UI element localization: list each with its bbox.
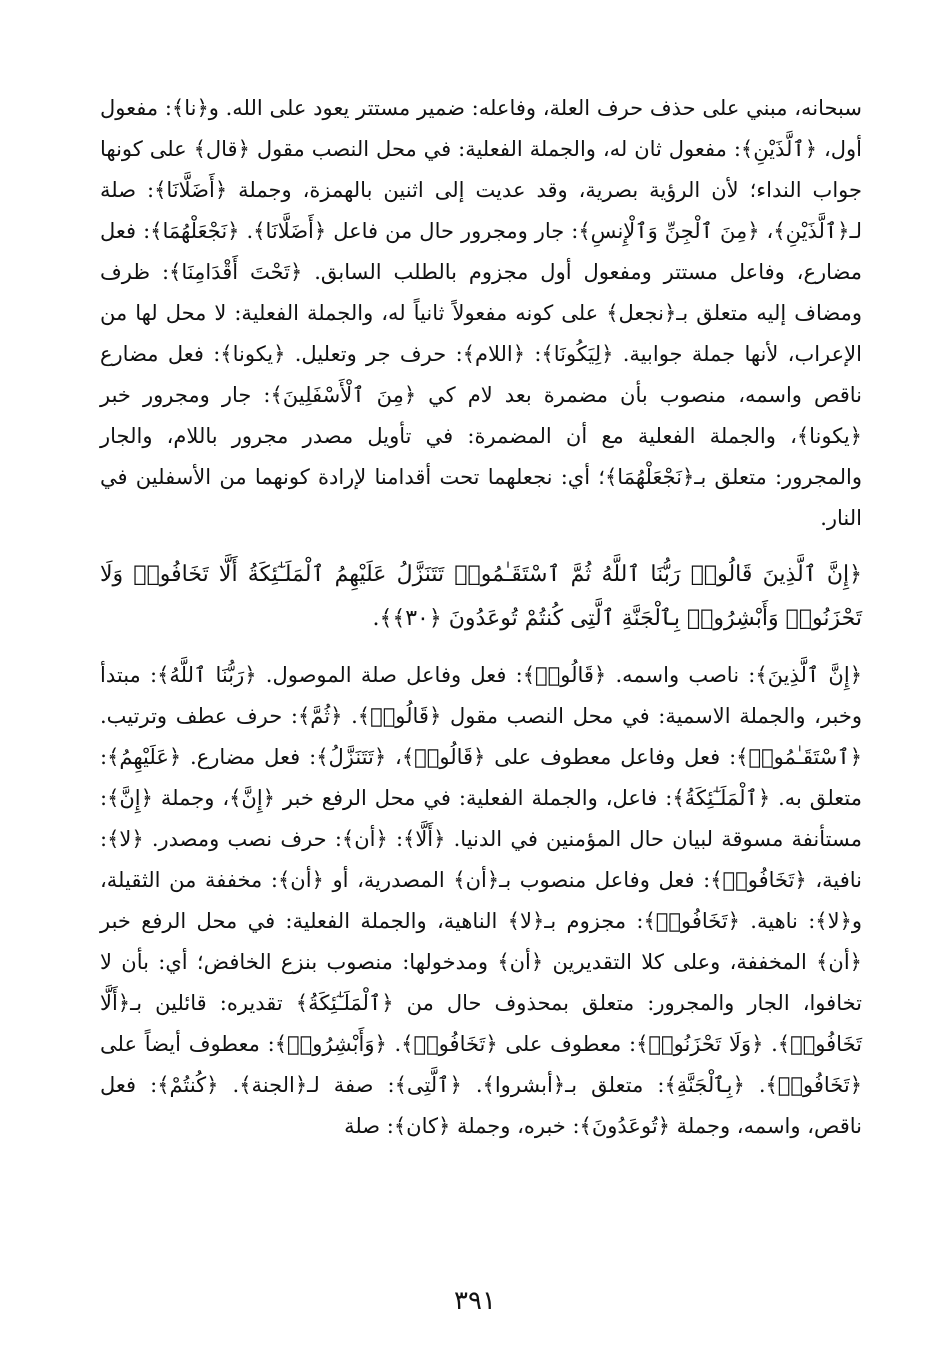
paragraph-1: سبحانه، مبني على حذف حرف العلة، وفاعله: ضمير مستتر يعود على الله. و﴿نا﴾: مفعول أول، ﴿ٱلَّذَيْنِ﴾: مفعول ثان له، والجملة الفعلية: في محل النصب مقول ﴿قال﴾ على كونها جواب النداء؛ لأن الرؤية بصرية، وقد عديت إلى اثنين بالهمزة، وجملة ﴿أَضَلَّانَا﴾: صلة لـ﴿ٱلَّذَيْنِ﴾، ﴿مِنَ ٱلْجِنِّ وَٱلْإِنسِ﴾: جار ومجرور حال من فاعل ﴿أَضَلَّانَا﴾. ﴿نَجْعَلْهُمَا﴾: فعل مضارع، وفاعل مستتر ومفعول أول مجزوم بالطلب السابق. ﴿تَحْتَ أَقْدَامِنَا﴾: ظرف ومضاف إليه متعلق بـ﴿نجعل﴾ على كونه مفعولاً ثانياً له، والجملة الفعلية: لا محل لها من الإعراب، لأنها جملة جوابية. ﴿لِيَكُونَا﴾: ﴿اللام﴾: حرف جر وتعليل. ﴿يكونا﴾: فعل مضارع ناقص واسمه، منصوب بأن مضمرة بعد لام كي ﴿مِنَ ٱلْأَسْفَلِينَ﴾: جار ومجرور خبر ﴿يكونا﴾، والجملة الفعلية مع أن المضمرة: في تأويل مصدر مجرور باللام، والجار والمجرور: متعلق بـ﴿نَجْعَلْهُمَا﴾؛ أي: نجعلهما تحت أقدامنا لإرادة كونهما من الأسفلين في النار. xyxy=(100,96,862,530)
paragraph-2: ﴿إِنَّ ٱلَّذِينَ﴾: ناصب واسمه. ﴿قَالُوا۟﴾: فعل وفاعل صلة الموصول. ﴿رَبُّنَا ٱللَّهُ﴾: مبتدأ وخبر، والجملة الاسمية: في محل النصب مقول ﴿قَالُوا۟﴾. ﴿ثُمَّ﴾: حرف عطف وترتيب. ﴿ٱسْتَقَـٰمُوا۟﴾: فعل وفاعل معطوف على ﴿قَالُوا۟﴾، ﴿تَتَنَزَّلُ﴾: فعل مضارع. ﴿عَلَيْهِمُ﴾: متعلق به. ﴿ٱلْمَلَـٰٓئِكَةُ﴾: فاعل، والجملة الفعلية: في محل الرفع خبر ﴿إِنَّ﴾، وجملة ﴿إِنَّ﴾: مستأنفة مسوقة لبيان حال المؤمنين في الدنيا. ﴿أَلَّا﴾: ﴿أن﴾: حرف نصب ومصدر. ﴿لا﴾: نافية، ﴿تَخَافُوا۟﴾: فعل وفاعل منصوب بـ﴿أن﴾ المصدرية، أو ﴿أن﴾: مخففة من الثقيلة، و﴿لا﴾: ناهية. ﴿تَخَافُوا۟﴾: مجزوم بـ﴿لا﴾ الناهية، والجملة الفعلية: في محل الرفع خبر ﴿أن﴾ المخففة، وعلى كلا التقديرين ﴿أن﴾ ومدخولها: منصوب بنزع الخافض؛ أي: بأن لا تخافوا، الجار والمجرور: متعلق بمحذوف حال من ﴿ٱلْمَلَـٰٓئِكَةُ﴾ تقديره: قائلين بـ﴿أَلَّا تَخَافُوا۟﴾. ﴿وَلَا تَحْزَنُوا۟﴾: معطوف على ﴿تَخَافُوا۟﴾. ﴿وَأَبْشِرُوا۟﴾: معطوف أيضاً على ﴿تَخَافُوا۟﴾. ﴿بِٱلْجَنَّةِ﴾: متعلق بـ﴿أبشروا﴾. ﴿ٱلَّتِى﴾: صفة لـ﴿الجنة﴾. ﴿كُنتُمْ﴾: فعل ناقص، واسمه، وجملة ﴿تُوعَدُونَ﴾: خبره، وجملة ﴿كان﴾: صلة xyxy=(100,663,862,1138)
page-number: ٣٩١ xyxy=(454,1286,496,1316)
quran-verse: ﴿إِنَّ ٱلَّذِينَ قَالُوا۟ رَبُّنَا ٱللَّهُ ثُمَّ ٱسْتَقَـٰمُوا۟ تَتَنَزَّلُ عَلَيْهِمُ ٱلْمَلَـٰٓئِكَةُ أَلَّا تَخَافُوا۟ وَلَا تَحْزَنُوا۟ وَأَبْشِرُوا۟ بِٱلْجَنَّةِ ٱلَّتِى كُنتُمْ تُوعَدُونَ ﴿٣٠﴾﴾. xyxy=(100,562,862,631)
page-body xyxy=(100,88,862,1147)
